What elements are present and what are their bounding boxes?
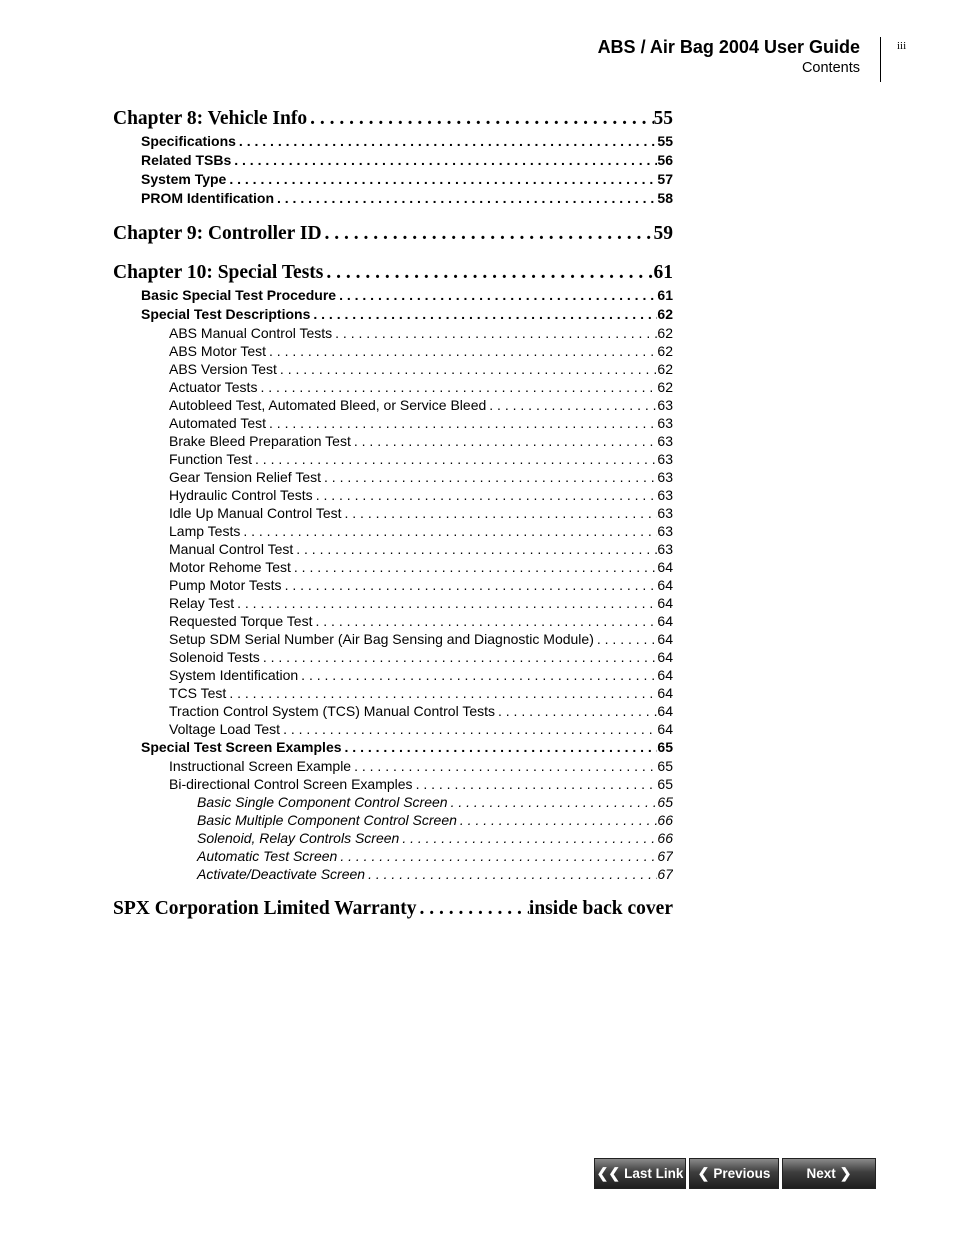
- toc-leader-dots: [231, 151, 657, 170]
- toc-entry-title: Instructional Screen Example: [169, 758, 352, 774]
- toc-page-number: 64: [657, 685, 673, 701]
- toc-entry-title: Gear Tension Relief Test: [169, 469, 322, 485]
- toc-leader-dots: [257, 378, 657, 396]
- toc-entry[interactable]: [113, 865, 673, 883]
- toc-page-number: 65: [657, 776, 673, 792]
- toc-entry-title: Idle Up Manual Control Test: [169, 505, 342, 521]
- toc-page-number: 55: [657, 133, 673, 149]
- toc-entry[interactable]: [113, 522, 673, 540]
- toc-entry-title: System Type: [141, 171, 227, 187]
- toc-leader-dots: [399, 829, 657, 847]
- toc-leader-dots: [312, 612, 657, 630]
- toc-entry-title: Automatic Test Screen: [197, 848, 338, 864]
- toc-entry-title: Motor Rehome Test: [169, 559, 291, 575]
- toc-leader-dots: [266, 342, 657, 360]
- toc-entry-title: Chapter 10: Special Tests: [113, 262, 324, 283]
- double-left-arrow-icon: ❮❮: [596, 1165, 621, 1181]
- toc-page-number: 64: [657, 631, 673, 647]
- toc-leader-dots: [240, 522, 657, 540]
- toc-page-number: 55: [653, 108, 673, 129]
- toc-leader-dots: [417, 896, 529, 922]
- toc-page-number: 67: [657, 866, 673, 882]
- toc-leader-dots: [351, 757, 657, 775]
- toc-leader-dots: [332, 324, 657, 342]
- toc-page-number: 65: [657, 758, 673, 774]
- toc-entry-title: Traction Control System (TCS) Manual Control Tests: [169, 703, 495, 719]
- toc-leader-dots: [322, 221, 654, 247]
- toc-entry[interactable]: [113, 378, 673, 396]
- toc-entry-title: Basic Single Component Control Screen: [197, 794, 448, 810]
- guide-title: ABS / Air Bag 2004 User Guide: [597, 37, 860, 57]
- toc-leader-dots: [448, 793, 658, 811]
- toc-entry-title: ABS Manual Control Tests: [169, 325, 333, 341]
- toc-entry[interactable]: [113, 811, 673, 829]
- toc-chapter[interactable]: [113, 106, 673, 132]
- toc-page-number: 64: [657, 613, 673, 629]
- toc-page-number: 63: [657, 415, 673, 431]
- page-number: iii: [897, 40, 907, 52]
- toc-entry[interactable]: [113, 324, 673, 342]
- toc-leader-dots: [457, 811, 658, 829]
- toc-entry[interactable]: [113, 576, 673, 594]
- toc-page-number: 62: [657, 325, 673, 341]
- toc-entry-title: Manual Control Test: [169, 541, 294, 557]
- toc-entry-title: Chapter 9: Controller ID: [113, 223, 322, 244]
- toc-entry-title: Basic Special Test Procedure: [141, 287, 337, 303]
- toc-entry[interactable]: [113, 189, 673, 208]
- toc-leader-dots: [310, 305, 657, 324]
- toc-leader-dots: [282, 576, 658, 594]
- toc-entry[interactable]: [113, 450, 673, 468]
- next-label: Next: [806, 1166, 836, 1181]
- toc-leader-dots: [342, 504, 658, 522]
- toc-page-number: 63: [657, 433, 673, 449]
- toc-entry-title: Brake Bleed Preparation Test: [169, 433, 351, 449]
- toc-entry[interactable]: [113, 151, 673, 170]
- toc-chapter[interactable]: [113, 896, 673, 922]
- toc-entry[interactable]: [113, 702, 673, 720]
- toc-leader-dots: [495, 702, 657, 720]
- toc-entry[interactable]: [113, 684, 673, 702]
- toc-entry-title: Autobleed Test, Automated Bleed, or Service Bleed: [169, 397, 487, 413]
- toc-entry-title: System Identification: [169, 667, 299, 683]
- toc-leader-dots: [280, 720, 657, 738]
- toc-entry[interactable]: [113, 132, 673, 151]
- toc-page-number: 63: [657, 505, 673, 521]
- toc-page-number: 64: [657, 703, 673, 719]
- toc-leader-dots: [323, 260, 653, 286]
- toc-entry-title: Solenoid Tests: [169, 649, 260, 665]
- toc-leader-dots: [252, 450, 657, 468]
- toc-entry[interactable]: [113, 829, 673, 847]
- toc-leader-dots: [337, 847, 657, 865]
- toc-page-number: inside back cover: [528, 898, 673, 919]
- toc-leader-dots: [313, 486, 658, 504]
- toc-page-number: 62: [657, 379, 673, 395]
- toc-entry-title: Solenoid, Relay Controls Screen: [197, 830, 400, 846]
- toc-page-number: 65: [657, 794, 673, 810]
- toc-entry-title: TCS Test: [169, 685, 227, 701]
- toc-leader-dots: [413, 775, 658, 793]
- toc-entry[interactable]: [113, 757, 673, 775]
- toc-leader-dots: [234, 594, 657, 612]
- toc-entry-title: Requested Torque Test: [169, 613, 313, 629]
- toc-entry[interactable]: [113, 666, 673, 684]
- toc-entry-title: Special Test Screen Examples: [141, 739, 342, 755]
- navigation-bar: [594, 1158, 876, 1189]
- toc-entry[interactable]: [113, 738, 673, 757]
- toc-entry-title: PROM Identification: [141, 190, 274, 206]
- toc-page-number: 65: [657, 739, 673, 755]
- toc-entry-title: Setup SDM Serial Number (Air Bag Sensing and Diagnostic Module): [169, 631, 594, 647]
- toc-leader-dots: [226, 684, 657, 702]
- toc-leader-dots: [298, 666, 657, 684]
- toc-leader-dots: [336, 286, 657, 305]
- next-button[interactable]: [782, 1158, 876, 1189]
- toc-page-number: 64: [657, 667, 673, 683]
- toc-page-number: 59: [653, 223, 673, 244]
- toc-entry-title: Specifications: [141, 133, 236, 149]
- toc-leader-dots: [321, 468, 657, 486]
- toc-page-number: 58: [657, 190, 673, 206]
- toc-entry[interactable]: [113, 486, 673, 504]
- toc-page-number: 61: [653, 262, 673, 283]
- toc-page-number: 62: [657, 361, 673, 377]
- toc-chapter[interactable]: [113, 221, 673, 247]
- toc-leader-dots: [236, 132, 658, 151]
- toc-leader-dots: [266, 414, 657, 432]
- table-of-contents: [113, 100, 673, 922]
- toc-entry-title: Special Test Descriptions: [141, 306, 311, 322]
- toc-leader-dots: [342, 738, 658, 757]
- toc-leader-dots: [486, 396, 657, 414]
- toc-entry-title: Relay Test: [169, 595, 235, 611]
- toc-entry[interactable]: [113, 432, 673, 450]
- toc-page-number: 63: [657, 469, 673, 485]
- toc-entry[interactable]: [113, 630, 673, 648]
- toc-entry[interactable]: [113, 170, 673, 189]
- toc-page-number: 62: [657, 343, 673, 359]
- toc-entry-title: Automated Test: [169, 415, 267, 431]
- toc-entry-title: Lamp Tests: [169, 523, 241, 539]
- toc-page-number: 66: [657, 812, 673, 828]
- toc-entry[interactable]: [113, 793, 673, 811]
- toc-leader-dots: [277, 360, 658, 378]
- toc-page-number: 56: [657, 152, 673, 168]
- toc-entry[interactable]: [113, 286, 673, 305]
- toc-page-number: 67: [657, 848, 673, 864]
- toc-leader-dots: [307, 106, 653, 132]
- toc-entry[interactable]: [113, 847, 673, 865]
- toc-entry[interactable]: [113, 504, 673, 522]
- toc-entry-title: Function Test: [169, 451, 253, 467]
- toc-page-number: 61: [657, 287, 673, 303]
- toc-entry[interactable]: [113, 468, 673, 486]
- toc-entry-title: Actuator Tests: [169, 379, 258, 395]
- toc-entry-title: Hydraulic Control Tests: [169, 487, 313, 503]
- toc-entry[interactable]: [113, 775, 673, 793]
- toc-leader-dots: [274, 189, 657, 208]
- toc-page-number: 63: [657, 451, 673, 467]
- toc-entry-title: Pump Motor Tests: [169, 577, 282, 593]
- previous-button[interactable]: [689, 1158, 779, 1189]
- toc-page-number: 63: [657, 523, 673, 539]
- toc-leader-dots: [293, 540, 657, 558]
- toc-leader-dots: [226, 170, 657, 189]
- left-arrow-icon: ❮: [697, 1165, 710, 1181]
- toc-page-number: 64: [657, 559, 673, 575]
- toc-entry[interactable]: [113, 558, 673, 576]
- toc-entry[interactable]: [113, 648, 673, 666]
- toc-page-number: 63: [657, 487, 673, 503]
- toc-entry[interactable]: [113, 594, 673, 612]
- toc-leader-dots: [260, 648, 658, 666]
- toc-page-number: 63: [657, 397, 673, 413]
- toc-entry-title: Related TSBs: [141, 152, 232, 168]
- toc-entry-title: SPX Corporation Limited Warranty: [113, 898, 417, 919]
- toc-entry-title: ABS Version Test: [169, 361, 277, 377]
- toc-entry-title: Voltage Load Test: [169, 721, 281, 737]
- toc-page-number: 64: [657, 649, 673, 665]
- toc-entry-title: Bi-directional Control Screen Examples: [169, 776, 413, 792]
- toc-entry[interactable]: [113, 720, 673, 738]
- last-link-label: Last Link: [624, 1166, 684, 1181]
- toc-page-number: 57: [657, 171, 673, 187]
- toc-page-number: 64: [657, 721, 673, 737]
- toc-entry-title: Chapter 8: Vehicle Info: [113, 108, 308, 129]
- toc-entry-title: ABS Motor Test: [169, 343, 267, 359]
- toc-page-number: 63: [657, 541, 673, 557]
- toc-page-number: 64: [657, 577, 673, 593]
- right-arrow-icon: ❯: [839, 1165, 852, 1181]
- toc-entry[interactable]: [113, 305, 673, 324]
- toc-page-number: 66: [657, 830, 673, 846]
- toc-entry[interactable]: [113, 414, 673, 432]
- toc-entry[interactable]: [113, 360, 673, 378]
- toc-entry-title: Basic Multiple Component Control Screen: [197, 812, 457, 828]
- toc-entry-title: Activate/Deactivate Screen: [197, 866, 366, 882]
- toc-leader-dots: [351, 432, 658, 450]
- toc-leader-dots: [365, 865, 657, 883]
- toc-page-number: 64: [657, 595, 673, 611]
- toc-entry[interactable]: [113, 612, 673, 630]
- toc-entry[interactable]: [113, 342, 673, 360]
- previous-label: Previous: [713, 1166, 771, 1181]
- toc-leader-dots: [291, 558, 658, 576]
- section-name: Contents: [801, 60, 860, 76]
- last-link-button[interactable]: [594, 1158, 686, 1189]
- toc-leader-dots: [594, 630, 658, 648]
- toc-chapter[interactable]: [113, 260, 673, 286]
- toc-page-number: 62: [657, 306, 673, 322]
- header-divider: [880, 37, 881, 82]
- toc-entry[interactable]: [113, 396, 673, 414]
- toc-entry[interactable]: [113, 540, 673, 558]
